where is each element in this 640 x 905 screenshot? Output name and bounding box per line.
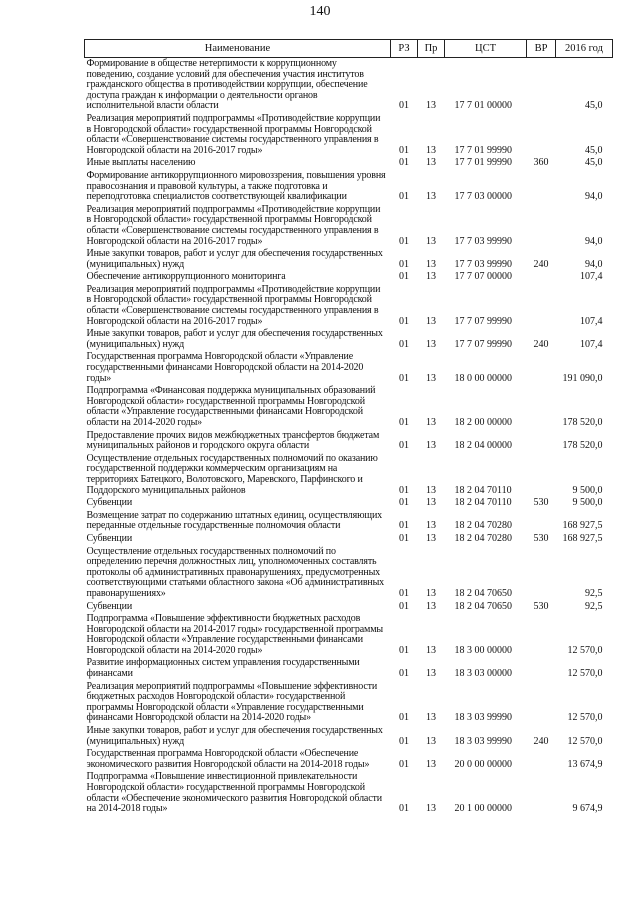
cell-vr <box>527 681 556 725</box>
cell-amount: 92,5 <box>585 587 603 599</box>
table-row <box>85 58 613 113</box>
cell-vr: 240 <box>533 735 549 747</box>
cell-vr <box>527 657 556 680</box>
page-number: 140 <box>309 4 331 19</box>
cell-cst: 17 7 01 99990 <box>454 144 512 156</box>
cell-vr <box>527 385 556 429</box>
cell-cst: 17 7 03 99990 <box>454 258 512 270</box>
table-row <box>85 271 613 284</box>
cell-amount: 45,0 <box>585 100 603 112</box>
cell-vr <box>527 771 556 815</box>
header-amount: 2016 год <box>556 40 613 58</box>
header-cst: ЦСТ <box>445 40 527 58</box>
cell-pr: 13 <box>426 803 436 815</box>
cell-cst: 18 2 04 00000 <box>454 440 512 452</box>
cell-cst: 18 0 00 00000 <box>454 372 512 384</box>
cell-amount: 168 927,5 <box>562 520 603 532</box>
cell-vr <box>527 58 556 113</box>
cell-cst: 17 7 03 99990 <box>454 235 512 247</box>
cell-name: Реализация мероприятий подпрограммы «Противодействие коррупции в Новгородской области» государственной программы Новгородской области «Совершенствование системы государственного управления в Новгородской области на 2016-2017 годы» <box>86 283 381 327</box>
table-row <box>85 601 613 614</box>
table-row <box>85 385 613 429</box>
cell-pr: 13 <box>426 258 436 270</box>
cell-cst: 18 2 00 00000 <box>454 417 512 428</box>
cell-cst: 18 3 00 00000 <box>454 644 512 656</box>
cell-pr: 13 <box>426 532 436 544</box>
cell-name: Реализация мероприятий подпрограммы «Повышение эффективности бюджетных расходов Новгородской области» государственной программы Новгородской области «Управление государственными финансами Новгородской области на 2014-2020 годы» <box>86 680 378 724</box>
cell-rz: 01 <box>399 100 409 112</box>
cell-vr <box>527 613 556 657</box>
cell-cst: 17 7 03 00000 <box>454 191 512 203</box>
cell-pr: 13 <box>426 497 436 509</box>
cell-vr <box>527 351 556 385</box>
cell-cst: 18 3 03 00000 <box>454 668 512 680</box>
cell-amount: 9 500,0 <box>572 497 603 509</box>
cell-cst: 18 3 03 99990 <box>454 735 512 747</box>
header-row <box>85 40 613 58</box>
cell-amount: 9 674,9 <box>572 803 603 815</box>
cell-amount: 12 570,0 <box>567 668 603 680</box>
cell-name: Государственная программа Новгородской области «Обеспечение экономического развития Новгородской области на 2014-2018 годы» <box>86 748 370 770</box>
cell-vr: 360 <box>533 157 549 169</box>
cell-name: Государственная программа Новгородской области «Управление государственными финансами Новгородской области на 2014-2020 годы» <box>86 351 364 384</box>
cell-rz: 01 <box>399 417 409 428</box>
cell-cst: 18 2 04 70650 <box>454 587 512 599</box>
cell-pr: 13 <box>426 315 436 327</box>
table-row <box>85 284 613 328</box>
cell-amount: 178 520,0 <box>562 440 603 452</box>
cell-rz: 01 <box>399 668 409 680</box>
cell-name: Осуществление отдельных государственных полномочий по оказанию государственной поддержки коммерческим организациям на территориях Батецкого, Волотовского, Маревского, Парфинского и Поддорского муниципальных районов <box>86 452 378 496</box>
cell-rz: 01 <box>399 338 409 350</box>
cell-cst: 18 2 04 70110 <box>454 484 512 496</box>
cell-pr: 13 <box>426 587 436 599</box>
table-row <box>85 771 613 815</box>
cell-pr: 13 <box>426 372 436 384</box>
cell-name: Реализация мероприятий подпрограммы «Противодействие коррупции в Новгородской области» государственной программы Новгородской области «Совершенствование системы государственного управления в Новгородской области на 2016-2017 годы» <box>86 203 381 247</box>
cell-vr: 240 <box>533 338 549 350</box>
cell-name: Иные закупки товаров, работ и услуг для обеспечения государственных (муниципальных) нужд <box>86 328 383 350</box>
cell-vr <box>527 284 556 328</box>
table-row <box>85 430 613 453</box>
cell-amount: 107,4 <box>580 338 603 350</box>
cell-cst: 17 7 01 00000 <box>454 100 512 112</box>
cell-name: Возмещение затрат по содержанию штатных единиц, осуществляющих переданные отдельные государственные полномочия области <box>86 509 383 532</box>
cell-amount: 45,0 <box>585 157 603 169</box>
cell-cst: 17 7 07 99990 <box>454 315 512 327</box>
cell-amount: 94,0 <box>585 235 603 247</box>
cell-amount: 12 570,0 <box>567 712 603 724</box>
cell-pr: 13 <box>426 600 436 612</box>
cell-cst: 18 2 04 70110 <box>454 497 512 509</box>
cell-rz: 01 <box>399 258 409 270</box>
cell-name: Формирование в обществе нетерпимости к коррупционному поведению, создание условий для обеспечения участия институтов гражданского общества в противодействии коррупции, обеспечение доступа граждан к информации о деятельности органов исполнительной власти области <box>86 58 368 112</box>
cell-amount: 13 674,9 <box>567 758 603 770</box>
cell-amount: 191 090,0 <box>562 372 603 384</box>
cell-rz: 01 <box>399 440 409 452</box>
cell-name: Обеспечение антикоррупционного мониторинга <box>86 271 286 283</box>
table-row <box>85 204 613 248</box>
cell-amount: 45,0 <box>585 144 603 156</box>
cell-rz: 01 <box>399 600 409 612</box>
table-row <box>85 248 613 271</box>
cell-rz: 01 <box>399 157 409 169</box>
cell-cst: 18 2 04 70280 <box>454 532 512 544</box>
cell-vr: 530 <box>533 600 549 612</box>
cell-cst: 18 3 03 99990 <box>454 712 512 724</box>
cell-rz: 01 <box>399 484 409 496</box>
cell-name: Развитие информационных систем управления государственными финансами <box>86 657 360 680</box>
cell-pr: 13 <box>426 191 436 203</box>
table-row <box>85 157 613 170</box>
cell-pr: 13 <box>426 417 436 428</box>
cell-rz: 01 <box>399 758 409 770</box>
cell-rz: 01 <box>399 644 409 656</box>
cell-cst: 18 2 04 70650 <box>454 600 512 612</box>
cell-vr <box>527 170 556 204</box>
cell-name: Реализация мероприятий подпрограммы «Противодействие коррупции в Новгородской области» государственной программы Новгородской области «Совершенствование системы государственного управления в Новгородской области на 2016-2017 годы» <box>86 112 381 156</box>
cell-rz: 01 <box>399 271 409 283</box>
cell-amount: 12 570,0 <box>567 735 603 747</box>
cell-amount: 168 927,5 <box>562 532 603 544</box>
cell-cst: 17 7 07 99990 <box>454 338 512 350</box>
cell-pr: 13 <box>426 484 436 496</box>
cell-vr: 530 <box>533 532 549 544</box>
table-row <box>85 725 613 748</box>
cell-name: Осуществление отдельных государственных полномочий по определению перечня должностных лиц, уполномоченных составлять протоколы об административных правонарушениях, предусмотренных соответствующими статьями областного закона «Об административных правонарушениях» <box>86 545 385 599</box>
cell-amount: 107,4 <box>580 315 603 327</box>
budget-table <box>84 39 613 816</box>
cell-rz: 01 <box>399 803 409 815</box>
cell-vr <box>527 204 556 248</box>
cell-pr: 13 <box>426 712 436 724</box>
table-row <box>85 748 613 771</box>
cell-rz: 01 <box>399 235 409 247</box>
cell-cst: 18 2 04 70280 <box>454 520 512 532</box>
table-row <box>85 453 613 497</box>
table-row <box>85 510 613 533</box>
cell-name: Иные закупки товаров, работ и услуг для обеспечения государственных (муниципальных) нужд <box>86 725 383 747</box>
cell-amount: 9 500,0 <box>572 484 603 496</box>
cell-name: Субвенции <box>86 497 133 509</box>
cell-pr: 13 <box>426 440 436 452</box>
cell-pr: 13 <box>426 758 436 770</box>
cell-name: Иные закупки товаров, работ и услуг для обеспечения государственных (муниципальных) нужд <box>86 248 383 270</box>
table-row <box>85 170 613 204</box>
cell-vr: 530 <box>533 497 549 509</box>
cell-vr <box>527 748 556 771</box>
cell-pr: 13 <box>426 520 436 532</box>
cell-amount: 12 570,0 <box>567 644 603 656</box>
cell-cst: 20 0 00 00000 <box>454 758 512 770</box>
cell-name: Формирование антикоррупционного мировоззрения, повышения уровня правосознания и правовой культуры, а также подготовка и переподготовка специалистов соответствующей квалификации <box>86 169 386 203</box>
cell-vr: 240 <box>533 258 549 270</box>
header-vr: ВР <box>527 40 556 58</box>
cell-pr: 13 <box>426 644 436 656</box>
table-row <box>85 113 613 157</box>
cell-rz: 01 <box>399 712 409 724</box>
cell-amount: 178 520,0 <box>562 417 603 428</box>
cell-cst: 17 7 07 00000 <box>454 271 512 283</box>
cell-rz: 01 <box>399 315 409 327</box>
cell-vr <box>527 271 556 284</box>
table-row <box>85 497 613 510</box>
cell-rz: 01 <box>399 520 409 532</box>
cell-name: Иные выплаты населению <box>86 157 196 169</box>
cell-pr: 13 <box>426 338 436 350</box>
cell-rz: 01 <box>399 735 409 747</box>
cell-name: Подпрограмма «Повышение эффективности бюджетных расходов Новгородской области на 2014-2017 годы» государственной программы Новгородской области «Управление государственными финансами Новгородской области на 2014-2020 годы» <box>86 613 383 656</box>
cell-vr <box>527 113 556 157</box>
cell-amount: 94,0 <box>585 191 603 203</box>
cell-amount: 92,5 <box>585 600 603 612</box>
table-row <box>85 351 613 385</box>
table-row <box>85 546 613 601</box>
cell-name: Подпрограмма «Повышение инвестиционной привлекательности Новгородской области» государственной программы Новгородской области «Обеспечение экономического развития Новгородской области на 2014-2018 годы» <box>86 771 382 815</box>
table-row <box>85 681 613 725</box>
header-rz: РЗ <box>391 40 418 58</box>
table-header <box>85 40 613 58</box>
cell-pr: 13 <box>426 157 436 169</box>
cell-rz: 01 <box>399 497 409 509</box>
cell-rz: 01 <box>399 144 409 156</box>
table-row <box>85 613 613 657</box>
cell-rz: 01 <box>399 532 409 544</box>
table-body <box>85 58 613 816</box>
cell-cst: 20 1 00 00000 <box>454 803 512 815</box>
table-row <box>85 657 613 680</box>
cell-name: Субвенции <box>86 532 133 544</box>
cell-pr: 13 <box>426 100 436 112</box>
cell-vr <box>527 546 556 601</box>
cell-pr: 13 <box>426 271 436 283</box>
cell-vr <box>527 453 556 497</box>
cell-pr: 13 <box>426 144 436 156</box>
cell-pr: 13 <box>426 235 436 247</box>
cell-cst: 17 7 01 99990 <box>454 157 512 169</box>
cell-vr <box>527 510 556 533</box>
cell-amount: 107,4 <box>580 271 603 283</box>
cell-rz: 01 <box>399 191 409 203</box>
cell-amount: 94,0 <box>585 258 603 270</box>
cell-name: Подпрограмма «Финансовая поддержка муниципальных образований Новгородской области» государственной программы Новгородской области «Управление государственными финансами Новгородской области на 2014-2020 годы» <box>86 385 376 428</box>
cell-rz: 01 <box>399 587 409 599</box>
cell-name: Предоставление прочих видов межбюджетных трансфертов бюджетам муниципальных районов и городского округа области <box>86 429 380 452</box>
header-name: Наименование <box>85 40 391 58</box>
table-row <box>85 533 613 546</box>
cell-pr: 13 <box>426 735 436 747</box>
table-row <box>85 328 613 351</box>
cell-name: Субвенции <box>86 600 133 612</box>
header-pr: Пр <box>418 40 445 58</box>
cell-vr <box>527 430 556 453</box>
cell-rz: 01 <box>399 372 409 384</box>
cell-pr: 13 <box>426 668 436 680</box>
